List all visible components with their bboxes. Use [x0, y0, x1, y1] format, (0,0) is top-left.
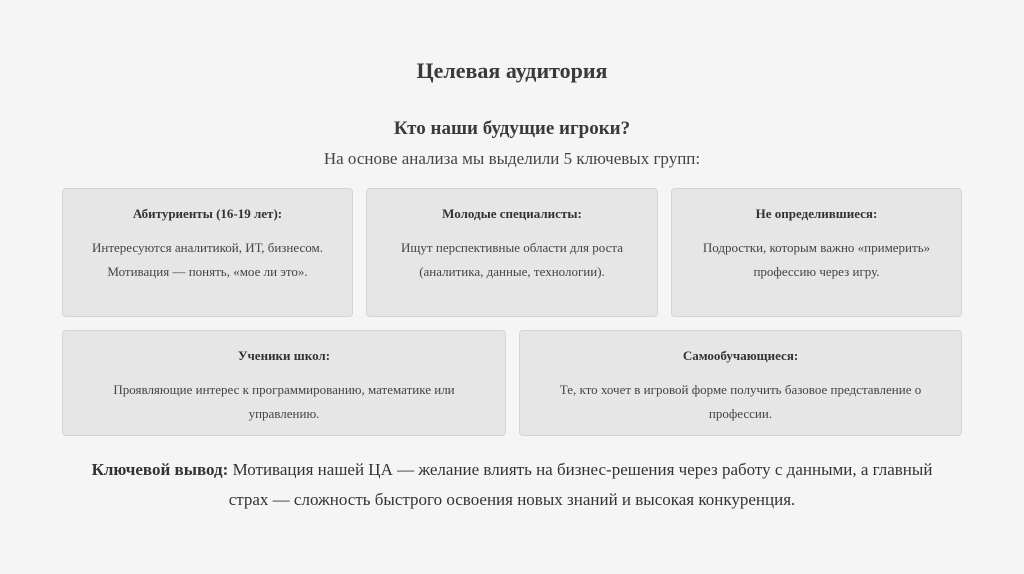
card-text: Подростки, которым важно «примерить» профессию через игру.: [702, 240, 931, 279]
audience-card-self-learners: [519, 330, 962, 436]
audience-card-school-students: [62, 330, 506, 436]
card-text: Проявляющие интерес к программированию, математике или управлению.: [113, 382, 455, 421]
audience-card-young-specialists: [366, 188, 658, 317]
card-text: Интересуются аналитикой, ИТ, бизнесом. Мотивация — понять, «мое ли это».: [92, 240, 323, 279]
intro-text: На основе анализа мы выделили 5 ключевых групп:: [323, 149, 701, 168]
card-title: Не определившиеся:: [755, 206, 878, 221]
conclusion-label: Ключевой вывод:: [91, 460, 229, 479]
conclusion-text: Мотивация нашей ЦА — желание влиять на бизнес-решения через работу с данными, а главный страх — сложность быстрого освоения новых знаний и высокая конкуренция.: [228, 460, 933, 509]
card-text: Ищут перспективные области для роста (аналитика, данные, технологии).: [401, 240, 623, 279]
card-title: Самообучающиеся:: [682, 348, 799, 363]
card-title: Абитуриенты (16-19 лет):: [132, 206, 283, 221]
audience-card-applicants: [62, 188, 353, 317]
section-subtitle: Кто наши будущие игроки?: [393, 118, 631, 139]
card-title: Молодые специалисты:: [442, 206, 582, 221]
card-title: Ученики школ:: [237, 348, 331, 363]
card-text: Те, кто хочет в игровой форме получить базовое представление о профессии.: [559, 382, 922, 421]
audience-card-undecided: [671, 188, 962, 317]
page-title: Целевая аудитория: [416, 58, 608, 83]
key-conclusion: [80, 455, 944, 515]
